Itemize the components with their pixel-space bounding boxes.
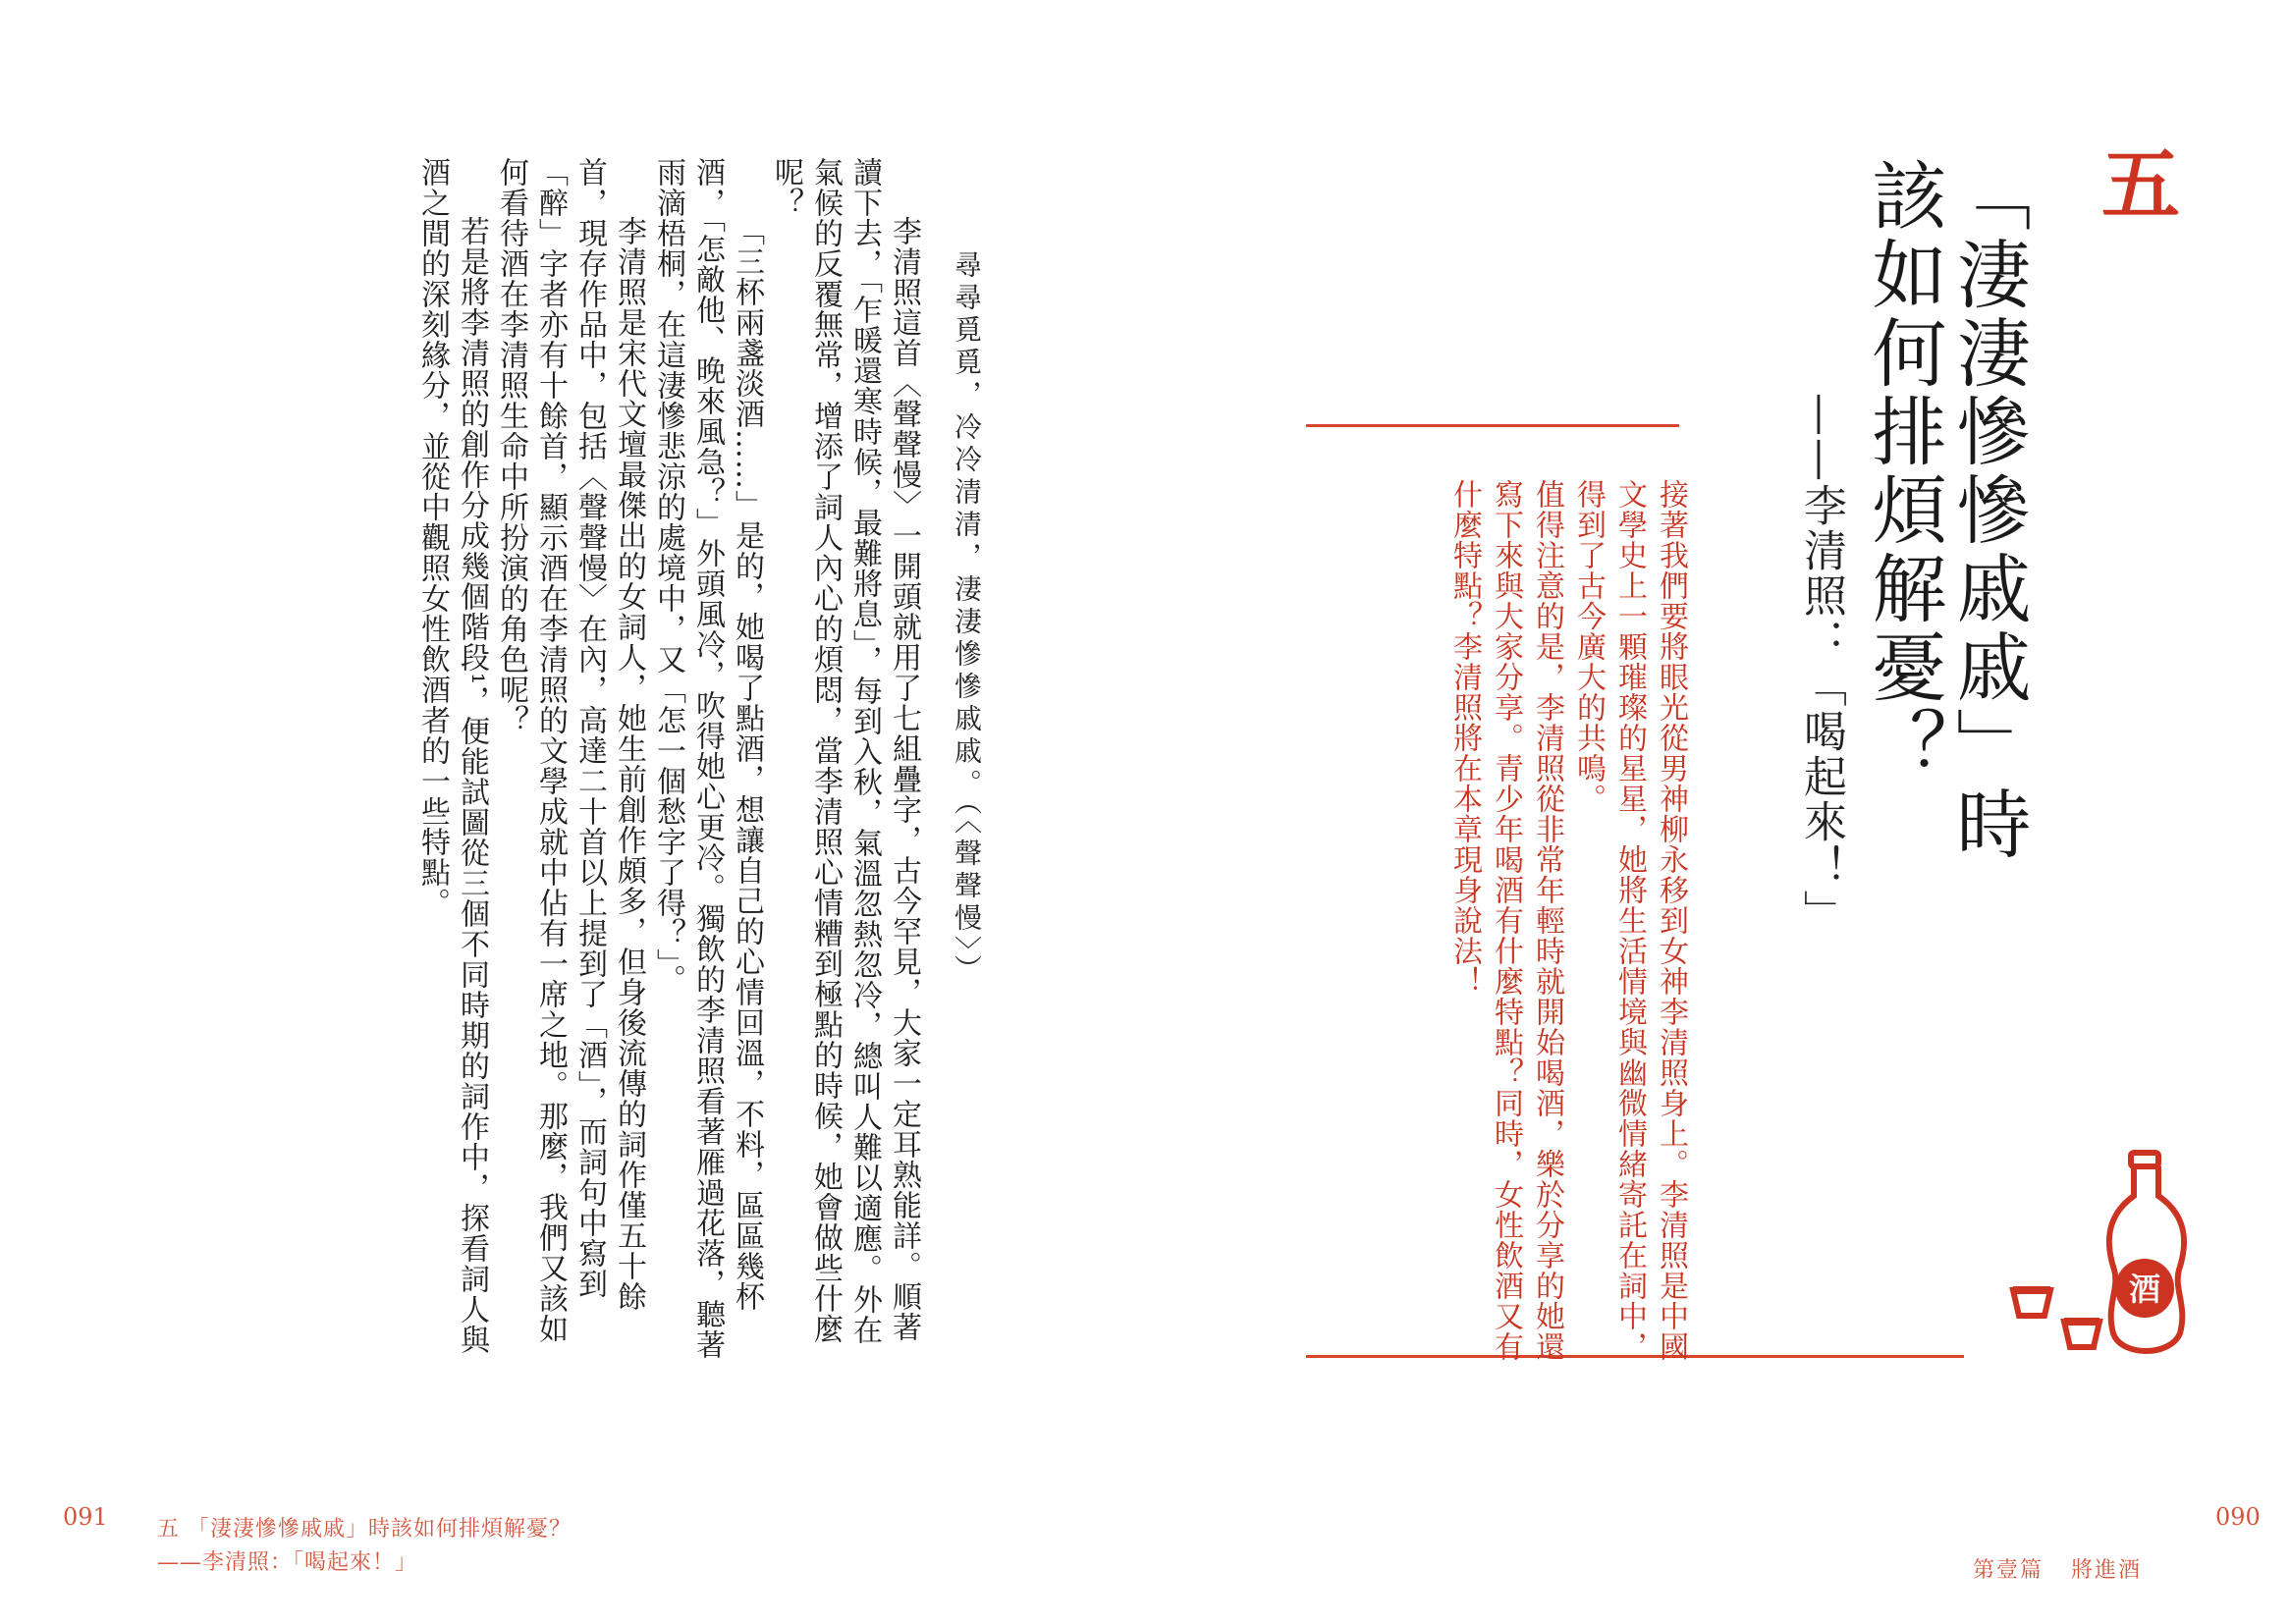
chapter-intro xyxy=(1347,479,1691,1368)
running-footer-line-2: ——李清照：「喝起來！」 xyxy=(157,1550,418,1575)
running-footer-line-1: 五 「淒淒慘慘戚戚」時該如何排煩解憂？ xyxy=(157,1517,572,1542)
chapter-title-line-2: 該如何排煩解憂？ xyxy=(1860,157,1947,785)
body-paragraph: 「三杯兩盞淡酒……」是的，她喝了點酒，想讓自己的心情回溫，不料，區區幾杯酒，「怎敵他、晚來風急？」外頭風冷，吹得她心更冷。獨飲的李清照看著雁過花落，聽著雨滴梧桐，在這淒慘悲涼的處境中，又「怎一個愁字了得？」。 xyxy=(651,157,764,1360)
intro-paragraph: 值得注意的是，李清照從非常年輕時就開始喝酒，樂於分享的她還寫下來與大家分享。青少年喝酒有什麼特點？同時，女性飲酒又有什麼特點？李清照將在本章現身說法！ xyxy=(1447,479,1564,1362)
page-number-left: 091 xyxy=(63,1503,108,1531)
part-title: 將進酒 xyxy=(2070,1558,2142,1583)
body-text xyxy=(177,157,923,1370)
page-number-right: 090 xyxy=(2215,1503,2261,1531)
section-running-head xyxy=(1973,1553,2142,1584)
wine-label-text: 酒 xyxy=(2128,1271,2161,1308)
body-paragraph: 李清照這首〈聲聲慢〉一開頭就用了七組疊字，古今罕見，大家一定耳熟能詳。順著讀下去，「乍暖還寒時候，最難將息」，每到入秋，氣溫忽熱忽冷，總叫人難以適應。外在氣候的反覆無常，增添了詞人內心的煩悶，當李清照心情糟到極點的時候，她會做些什麼呢？ xyxy=(769,157,921,1345)
chapter-title-line-1: 「淒淒慘慘戚戚」時 xyxy=(1944,157,2032,864)
wine-bottle-illustration xyxy=(1984,1139,2239,1375)
wine-bottle-icon xyxy=(2109,1153,2184,1351)
chapter-number: 五 xyxy=(2101,138,2180,231)
poem-quote: 尋尋覓覓，冷冷清清，淒淒慘慘戚戚。（〈聲聲慢〉） xyxy=(951,250,983,987)
body-paragraph: 李清照是宋代文壇最傑出的女詞人，她生前創作頗多，但身後流傳的詞作僅五十餘首，現存作品中，包括〈聲聲慢〉在內，高達二十首以上提到了「酒」，而詞句中寫到「醉」字者亦有十餘首，顯示酒在李清照的文學成就中佔有一席之地。那麼，我們又該如何看待酒在李清照生命中所扮演的角色呢？ xyxy=(494,157,646,1344)
intro-paragraph: 接著我們要將眼光從男神柳永移到女神李清照身上。李清照是中國文學史上一顆璀璨的星星，她將生活情境與幽微情緒寄託在詞中，得到了古今廣大的共鳴。 xyxy=(1571,479,1688,1362)
part-label: 第壹篇 xyxy=(1972,1558,2044,1583)
top-divider xyxy=(1306,424,1679,427)
chapter-subtitle: ——李清照：「喝起來！」 xyxy=(1796,393,1846,935)
body-paragraph: 若是將李清照的創作分成幾個階段¹，便能試圖從三個不同時期的詞作中，探看詞人與酒之間的深刻緣分，並從中觀照女性飲酒者的一些特點。 xyxy=(415,157,489,1356)
